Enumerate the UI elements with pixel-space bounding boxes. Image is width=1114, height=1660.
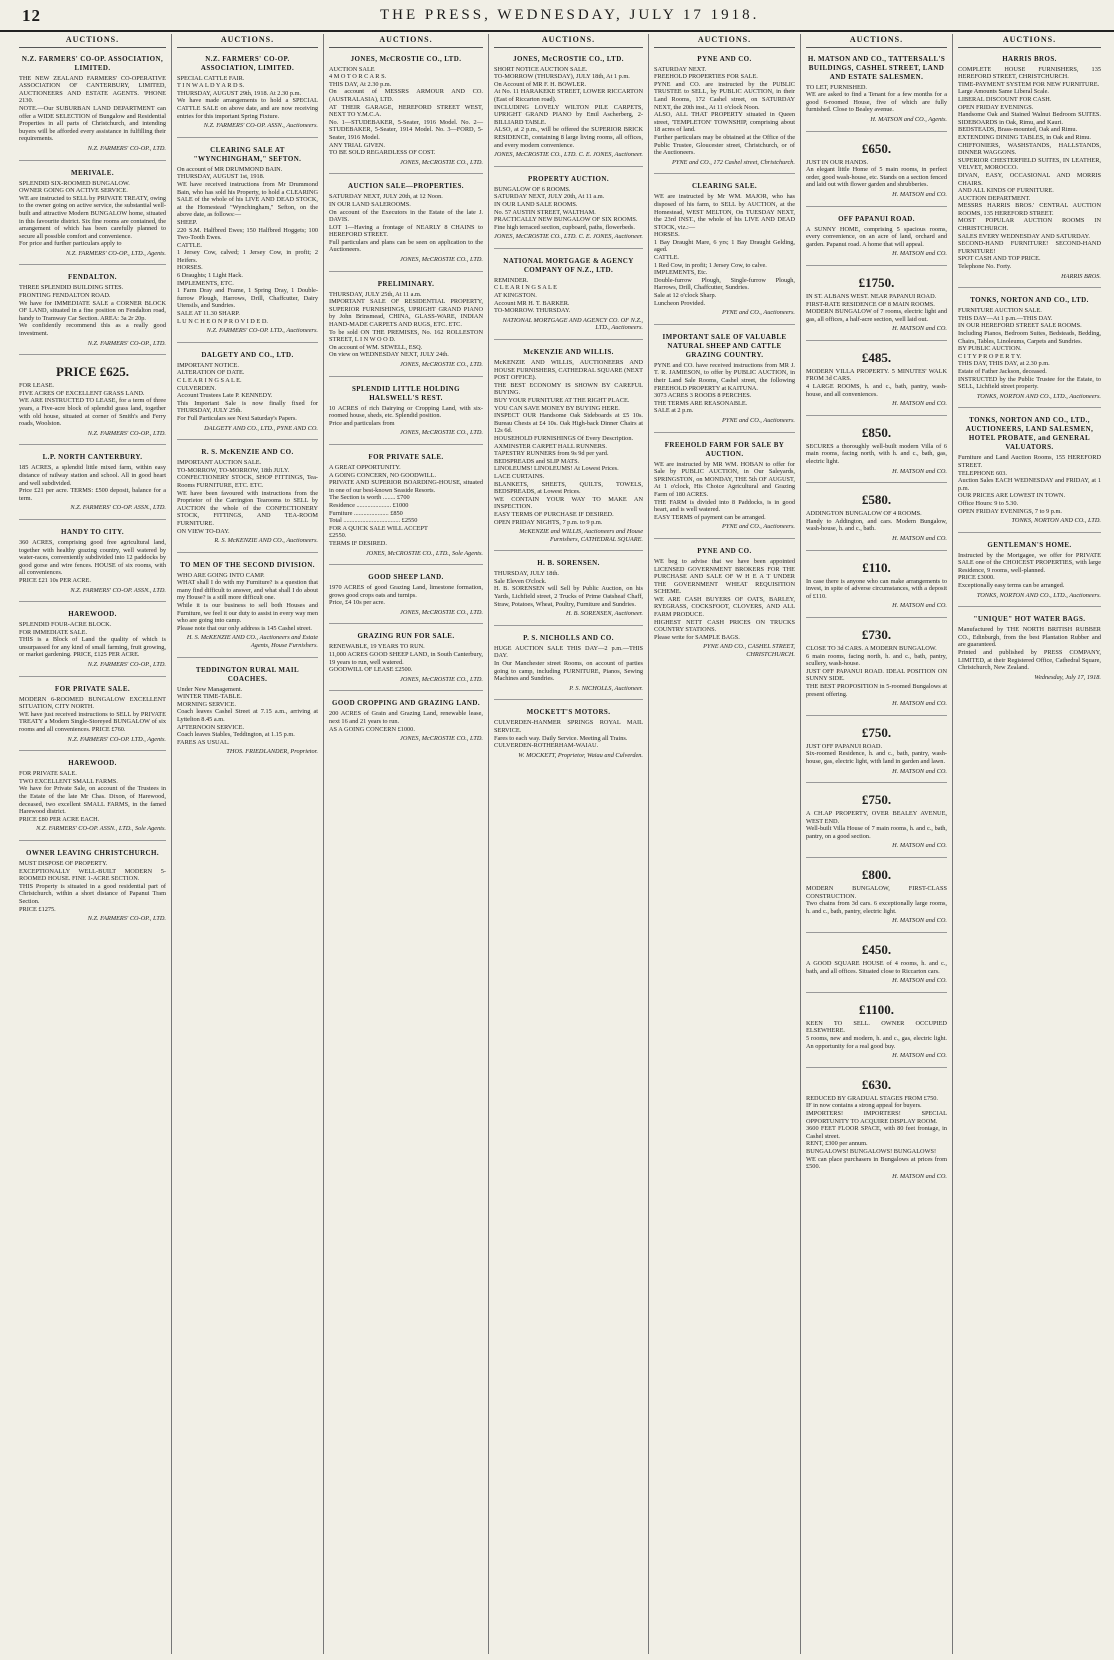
ad-body: THREE SPLENDID BUILDING SITES. FRONTING FENDALTON ROAD. We have for IMMEDIATE SALE a CORNER BLOCK OF LAND, situated in a fine position on Fendalton road, handy to Tramway Car Section. AREA: 3a 2r 20p. We confidently recommend this as a really good investment. bbox=[19, 284, 166, 338]
ad-body: KEEN TO SELL. OWNER OCCUPIED ELSEWHERE. 5 rooms, new and modern, h. and c., gas, electric light. An opportunity for a real good buy. bbox=[806, 1019, 947, 1050]
ad-signature: PYNE AND CO., CASHEL STREET, CHRISTCHURCH. bbox=[703, 643, 795, 659]
ad-body: On account of MR DRUMMOND BAIN. THURSDAY, AUGUST 1st, 1918. WE have received instructions from Mr Drummond Bain, who has sold his Property, to hold a CLEARING SALE of the whole of his LIVE AND DEAD STOCK, at the Homestead "Wynchingham," Sefton, on the above date, as follows:— SHEEP. 220 S.M. Halfbred Ewes; 150 Halfbred Hoggets; 100 Two-Tooth Ewes. CATTLE. 1 Jersey Cow, calved; 1 Jersey Cow, in profit; 2 Heifers. HORSES. 6 Draughts; 1 Light Hack. IMPLEMENTS, ETC. 1 Farm Dray and Frame, 1 Spring Dray, 1 Double-furrow Plough, Harrows, Drill, Chaffcutter, Dairy Utensils, and Sundries. SALE AT 11.30 SHARP. L U N C H E O N P R O V I D E D. bbox=[177, 165, 318, 325]
classified-ad bbox=[806, 345, 947, 416]
ad-heading: PYNE AND CO. bbox=[697, 54, 752, 63]
classified-ad bbox=[177, 51, 318, 138]
classified-ad bbox=[19, 449, 166, 520]
ad-signature: N.Z. FARMERS' CO-OP., LTD., Agents. bbox=[65, 249, 166, 257]
ad-signature: H. MATSON and CO. bbox=[892, 1172, 947, 1180]
ad-heading: TONKS, NORTON AND CO., LTD. bbox=[970, 296, 1089, 305]
ad-signature: H. MATSON and CO. bbox=[892, 767, 947, 775]
ad-signature: JONES, McCROSTIE CO., LTD. C. E. JONES, Auctioneer. bbox=[494, 233, 643, 241]
classified-ad bbox=[958, 611, 1101, 688]
ad-body: RENEWABLE, 19 YEARS TO RUN. 11,000 ACRES GOOD SHEEP LAND, in South Canterbury, 19 years to run, well watered. GOODWILL OF LEASE £2500. bbox=[329, 643, 483, 674]
column-heading: AUCTIONS. bbox=[958, 34, 1101, 48]
ad-body: REDUCED BY GRADUAL STAGES FROM £750. IF in now contains a strong appeal for buyers. IMPORTERS! IMPORTERS! SPECIAL OPPORTUNITY TO ACQUIRE DISPLAY ROOM. 3600 FEET FLOOR SPACE, with 80 feet frontage, in Cashel street. RENT, £300 per annum. BUNGALOWS! BUNGALOWS! BUNGALOWS! WE can place purchasers in Bungalows at prices from £500. bbox=[806, 1094, 947, 1171]
ad-signature: PYNE and CO., Auctioneers. bbox=[722, 523, 795, 531]
classified-ad bbox=[329, 569, 483, 624]
ad-heading: N.Z. FARMERS' CO-OP. ASSOCIATION, LIMITED. bbox=[200, 54, 295, 72]
ad-body: REMINDER. C L E A R I N G S A L E AT KINGSTON. Account MR H. T. BARKER. TO-MORROW. THURSDAY. bbox=[494, 276, 571, 315]
auction-column-6 bbox=[801, 34, 953, 1654]
ad-signature: JONES, McCROSTIE CO., LTD. bbox=[400, 256, 483, 264]
ad-signature: P. S. NICHOLLS, Auctioneer. bbox=[569, 684, 643, 692]
ad-signature: N.Z. FARMERS' CO-OP. LTD., Auctioneers. bbox=[206, 327, 318, 335]
ad-price: £730. bbox=[861, 626, 892, 642]
ad-body: A CH.AP PROPERTY, OVER BEALEY AVENUE, WEST END. Well-built Villa House of 7 main rooms, h. and c., bath, pantry, on a good section. bbox=[806, 810, 947, 840]
classified-ad bbox=[494, 171, 643, 249]
classified-ad bbox=[806, 622, 947, 716]
classified-ad bbox=[494, 253, 643, 340]
ad-body: SATURDAY NEXT. FREEHOLD PROPERTIES FOR SALE. PYNE and CO. are instructed by the PUBLIC TRUSTEE to SELL, by PUBLIC AUCTION, in their Land Rooms, 172 Cashel street, on SATURDAY NEXT, the 20th inst., At 11 o'clock Noon. ALSO, ALL THAT PROPERTY situated in Queen street, 'TEMPLETON' TOWNSHIP, comprising about 18 acres of land. Further particulars may be obtained at the Office of the Public Trustee, Gloucester street, Christchurch, or of the Auctioneers. bbox=[654, 65, 795, 157]
ad-signature: N.Z. FARMERS' CO-OP. ASSN., LTD. bbox=[70, 586, 166, 594]
ad-heading: FOR PRIVATE SALE. bbox=[54, 684, 131, 693]
ad-signature: N.Z. FARMERS' CO-OP., LTD. bbox=[87, 661, 166, 669]
ad-heading: TO MEN OF THE SECOND DIVISION. bbox=[180, 560, 315, 569]
ad-signature: JONES, McCROSTIE CO., LTD. bbox=[400, 735, 483, 743]
ad-body: WE are instructed by Mr WM. MAJOR, who has disposed of his farm, to SELL by AUCTION, at the Homestead, WEST MELTON, On TUESDAY NEXT, the 23rd INST., the whole of his LIVE AND DEAD STOCK, viz.:— HORSES. 1 Bay Draught Mare, 6 yrs; 1 Bay Draught Gelding, aged. CATTLE. 1 Red Cow, in profit; 1 Jersey Cow, to calve. IMPLEMENTS, Etc. Double-furrow Plough, Single-furrow Plough, Harrows, Drill, Chaffcutter, Sundries. Sale at 12 o'clock Sharp. Luncheon Provided. bbox=[654, 193, 795, 307]
ad-signature: N.Z. FARMERS' CO-OP. ASSN., LTD., Sole Agents. bbox=[36, 825, 166, 833]
ad-signature: H. MATSON and CO. bbox=[892, 700, 947, 708]
ad-signature: JONES, McCROSTIE CO., LTD. bbox=[400, 361, 483, 368]
ad-body: AUCTION SALE 4 M O T O R C A R S. THIS DAY, At 2.30 p.m. On account of MESSRS ARMOUR AND CO. (AUSTRALASIA), LTD. AT THEIR GARAGE, HEREFORD STREET WEST, NEXT TO Y.M.C.A. No. 1—STUDEBAKER, 5-Seater, 1916 Model. No. 2—STUDEBAKER, 5-Seater, 1914 Model. No. 3—FORD, 5-Seater, 1916 Model. ANY TRIAL GIVEN. TO BE SOLD REGARDLESS OF COST. bbox=[329, 65, 483, 157]
ad-signature: H. MATSON and CO. bbox=[892, 917, 947, 925]
ad-body: THURSDAY, JULY 25th, At 11 a.m. IMPORTANT SALE OF RESIDENTIAL PROPERTY, SUPERIOR FURNISHINGS, UPRIGHT GRAND PIANO by John Brinsmead, CHINA, GLASS-WARE, INDIAN HAND-MADE CARPETS AND RUGS, ETC. ETC. To be sold ON THE PREMISES, No. 162 ROLLESTON STREET, L I N W O O D. On account of WM. SEWELL, ESQ. On view on WEDNESDAY NEXT, JULY 24th. bbox=[329, 290, 483, 359]
classified-ad bbox=[19, 524, 166, 602]
ad-price: £630. bbox=[861, 1076, 892, 1092]
ad-signature: H. B. SORENSEN, Auctioneer. bbox=[565, 610, 643, 618]
ad-signature: N.Z. FARMERS' CO-OP. ASSN., LTD. bbox=[70, 504, 166, 512]
ad-signature: N.Z. FARMERS' CO-OP., LTD. bbox=[87, 429, 166, 437]
ad-signature: N.Z. FARMERS' CO-OP., LTD. bbox=[87, 144, 166, 152]
ad-body: SPECIAL CATTLE FAIR. T I N W A L D Y A R D S. THURSDAY, AUGUST 29th, 1918. At 2.30 p.m. We have made arrangements to hold a SPECIAL CATTLE SALE on above date, and are now receiving entries for this important Spring Fixture. bbox=[177, 74, 318, 120]
advertisement-columns bbox=[14, 34, 1106, 1654]
ad-body: McKENZIE AND WILLIS, AUCTIONEERS AND HOUSE FURNISHERS, CATHEDRAL SQUARE (NEXT POST OFFICE). THE BEST ECONOMY IS SHOWN BY CAREFUL BUYING. BUY YOUR FURNITURE AT THE RIGHT PLACE. YOU CAN SAVE MONEY BY BUYING HERE. INSPECT OUR Handsome Oak Sideboards at £5 10s. Bureau Chests at £4 10s. Oak High-back Dinner Chairs at 12s 6d. HOUSEHOLD FURNISHINGS Of Every Description. AXMINSTER CARPET HALL RUNNERS. TAPESTRY RUNNERS from 9s 9d per yard. BEDSPREADS and SLIP MATS. LINOLEUMS! LINOLEUMS! At Lowest Prices. LACE CURTAINS. BLANKETS, SHEETS, QUILTS, TOWELS, BEDSPREADS, at Lowest Prices. WE CONTAIN YOUR WAY TO MAKE AN INSPECTION. EASY TERMS OF PURCHASE IF DESIRED. OPEN FRIDAY NIGHTS, 7 p.m. to 9 p.m. bbox=[494, 359, 643, 526]
auction-column-5 bbox=[649, 34, 801, 1654]
ad-body: A GOOD SQUARE HOUSE of 4 rooms, h. and c., bath, and all offices. Situated close to Riccarton cars. bbox=[806, 960, 947, 975]
ad-heading: P. S. NICHOLLS AND CO. bbox=[523, 633, 614, 642]
ad-body: THE NEW ZEALAND FARMERS' CO-OPERATIVE ASSOCIATION OF CANTERBURY, LIMITED, AUCTIONEERS AND ESTATE AGENTS. 'PHONE 2130. NOTE.—Our SUBURBAN LAND DEPARTMENT can offer a WIDE SELECTION of Bungalow and Residential Properties in all parts of Christchurch, and intending buyers will be afforded every assistance in fulfilling their requirements. bbox=[19, 74, 166, 143]
ad-body: 200 ACRES of Grain and Grazing Land, renewable lease, next 16 and 21 years to run. AS A GOING CONCERN £1000. bbox=[329, 710, 483, 733]
ad-body: Manufactured by THE NORTH BRITISH RUBBER CO., Edinburgh, from the best Plantation Rubber and are guaranteed. Printed and published by PRESS COMPANY, LIMITED, at their Registered Office, Cathedral Square, Christchurch, New Zealand. bbox=[958, 626, 1101, 672]
ad-signature: TONKS, NORTON AND CO., LTD., Auctioneers. bbox=[976, 392, 1101, 400]
ad-price: £850. bbox=[861, 424, 892, 440]
ad-body: 10 ACRES of rich Dairying or Cropping Land, with six-roomed house, sheds, etc. Splendid position. Price and particulars from bbox=[329, 404, 483, 427]
ad-body: JUST OFF PAPANUI ROAD. Six-roomed Residence, h. and c., bath, pantry, wash-house, gas, electric light, with land in garden and lawn. bbox=[806, 742, 947, 765]
ad-body: IMPORTANT NOTICE. ALTERATION OF DATE. C L E A R I N G S A L E. CULVERDEN. Account Trustees Late P. KENNEDY. This Important Sale is now finally fixed for THURSDAY, JULY 25th. For Full Particulars see Next Saturday's Papers. bbox=[177, 361, 318, 422]
classified-ad bbox=[958, 292, 1101, 408]
ad-body: CLOSE TO 3d CARS. A MODERN BUNGALOW. 6 main rooms, facing north, h. and c., bath, pantry, scullery, wash-house. JUST OFF PAPANUI ROAD. IDEAL POSITION ON SUNNY SIDE. THE BEST PROPOSITION in 5-roomed Bungalows at present offering. bbox=[806, 644, 947, 698]
ad-heading: GENTLEMAN'S HOME. bbox=[987, 540, 1072, 549]
ad-body: Furniture and Land Auction Rooms, 155 HEREFORD STREET. TELEPHONE 603. Auction Sales EACH WEDNESDAY and FRIDAY, at 1 p.m. OUR PRICES ARE LOWEST IN TOWN. Office Hours: 9 to 5.30. OPEN FRIDAY EVENINGS, 7 to 9 p.m. bbox=[958, 454, 1101, 515]
ad-price: £750. bbox=[861, 724, 892, 740]
ad-signature: N.Z. FARMERS' CO-OP., LTD. bbox=[87, 915, 166, 923]
ad-signature: H. MATSON and CO. bbox=[892, 602, 947, 610]
ad-heading: IMPORTANT SALE OF VALUABLE NATURAL SHEEP AND CATTLE GRAZING COUNTRY. bbox=[662, 332, 787, 359]
classified-ad bbox=[19, 51, 166, 161]
ad-body: THURSDAY, JULY 18th. Sale Eleven O'clock. H. B. SORENSEN will Sell by Public Auction, on his Yards, Lichfield street, 2 Trucks of Prime Oatsheaf Chaff, Straw, Potatoes, Wheat, Poultry, Furniture and Sundries. bbox=[494, 570, 643, 608]
ad-heading: JONES, McCROSTIE CO., LTD. bbox=[513, 54, 624, 63]
ad-heading: PROPERTY AUCTION. bbox=[528, 174, 609, 183]
ad-heading: PRELIMINARY. bbox=[377, 279, 435, 288]
classified-ad bbox=[329, 51, 483, 175]
ad-body: Instructed by the Mortgagee, we offer for PRIVATE SALE one of the CHOICEST PROPERTIES, with large Residence, 9 rooms, well-planned. PRICE £3000. Exceptionally easy terms can be arranged. bbox=[958, 551, 1101, 590]
ad-signature: DALGETY AND CO., LTD., PYNE AND CO. bbox=[204, 424, 318, 432]
classified-ad bbox=[19, 755, 166, 841]
ad-body: Under New Management. WINTER TIME-TABLE. MORNING SERVICE. Coach leaves Cashel Street at 7.15 a.m., arriving at Lyttelton 8.45 a.m. AFTERNOON SERVICE. Coach leaves Stables, Teddington, at 1.15 p.m. FARES AS USUAL. bbox=[177, 685, 318, 746]
ad-signature: Wednesday, July 17, 1918. bbox=[1034, 673, 1101, 681]
classified-ad bbox=[806, 270, 947, 341]
classified-ad bbox=[19, 165, 166, 266]
classified-ad bbox=[177, 444, 318, 553]
ad-price: PRICE £625. bbox=[56, 364, 129, 380]
classified-ad bbox=[958, 51, 1101, 289]
ad-body: HUGE AUCTION SALE THIS DAY—2 p.m.—THIS DAY. In Our Manchester street Rooms, on account of parties going to camp, including FURNITURE, Pianos, Sewing Machines and Sundries. bbox=[494, 644, 643, 683]
column-heading: AUCTIONS. bbox=[806, 34, 947, 48]
ad-signature: PYNE and CO., Auctioneers. bbox=[722, 309, 795, 317]
classified-ad bbox=[806, 937, 947, 993]
column-heading: AUCTIONS. bbox=[654, 34, 795, 48]
classified-ad bbox=[806, 555, 947, 618]
ad-price: £485. bbox=[861, 349, 892, 365]
ad-body: IN ST. ALBANS WEST. NEAR PAPANUI ROAD. FIRST-RATE RESIDENCE OF 8 MAIN ROOMS. MODERN BUNGALOW of 7 rooms, electric light and gas, all offices, a half-acre section, well laid out. bbox=[806, 292, 947, 323]
ad-heading: AUCTION SALE—PROPERTIES. bbox=[348, 182, 464, 191]
ad-body: MODERN BUNGALOW, FIRST-CLASS CONSTRUCTION. Two chains from 3d cars. 6 exceptionally large rooms, h. and c., bath, pantry, electric light. bbox=[806, 885, 947, 915]
ad-heading: OWNER LEAVING CHRISTCHURCH. bbox=[26, 848, 159, 857]
ad-body: A GREAT OPPORTUNITY. A GOING CONCERN, NO GOODWILL. PRIVATE AND SUPERIOR BOARDING-HOUSE, situated in one of our best-known Seaside Resorts. The Section is worth ........ £700 Residence ...................... £1000 Furniture ...................... £850 Total .................................... £2550 FOR A QUICK SALE WILL ACCEPT £2550. TERMS IF DESIRED. bbox=[329, 463, 483, 547]
classified-ad bbox=[654, 178, 795, 325]
ad-signature: H. MATSON and CO., Agents. bbox=[870, 115, 947, 123]
classified-ad bbox=[958, 412, 1101, 532]
ad-signature: H. MATSON and CO. bbox=[892, 1052, 947, 1060]
column-heading: AUCTIONS. bbox=[494, 34, 643, 48]
ad-heading: OFF PAPANUI ROAD. bbox=[838, 214, 915, 223]
ad-body: MUST DISPOSE OF PROPERTY. EXCEPTIONALLY WELL-BUILT MODERN 5-ROOMED HOUSE. FINE 1-ACRE SECTION. THIS Property is situated in a good residential part of Christchurch, within a short distance of Papanui Tram Section. PRICE £1275. bbox=[19, 859, 166, 913]
page-number: 12 bbox=[22, 6, 41, 25]
ad-price: £650. bbox=[861, 140, 892, 156]
classified-ad bbox=[19, 359, 166, 445]
ad-heading: HAREWOOD. bbox=[68, 610, 117, 619]
newspaper-title: THE PRESS, WEDNESDAY, JULY 17 1918. bbox=[380, 7, 760, 23]
masthead bbox=[0, 0, 1114, 32]
ad-price: £750. bbox=[861, 792, 892, 808]
ad-body: SATURDAY NEXT, JULY 20th, at 12 Noon. IN OUR LAND SALEROOMS. On account of the Executors in the Estate of the late J. DAVIS. LOT 1—Having a frontage of NEARLY 8 CHAINS to HEREFORD STREET. Full particulars and plans can be seen on application to the Auctioneers. bbox=[329, 193, 483, 254]
classified-ad bbox=[19, 606, 166, 677]
ad-body: COMPLETE HOUSE FURNISHERS, 135 HEREFORD STREET, CHRISTCHURCH. TIME-PAYMENT SYSTEM FOR NEW FURNITURE. Large Amounts Same Liberal Scale. LIBERAL DISCOUNT FOR CASH. OPEN FRIDAY EVENINGS. Handsome Oak and Stained Walnut Bedroom SUITES. SIDEBOARDS in Oak, Rimu, and Kauri. BEDSTEADS, Brass-mounted, Oak and Rimu. EXTENDING DINING TABLES, in Oak and Rimu. CHIFFONIERS, WASHSTANDS, HALLSTANDS, DINNER WAGGONS. SUPERIOR CHESTERFIELD SUITES, IN LEATHER, VELVET, MOROCCO. DIVAN, EASY, OCCASIONAL AND MORRIS CHAIRS. AND ALL KINDS OF FURNITURE. AUCTION DEPARTMENT. MESSRS HARRIS BROS.' CENTRAL AUCTION ROOMS, 135 HEREFORD STREET. MOST POPULAR AUCTION ROOMS IN CHRISTCHURCH. SALES EVERY WEDNESDAY AND SATURDAY. SECOND-HAND FURNITURE! SECOND-HAND FURNITURE! SPOT CASH AND TOP PRICE. Telephone No. Forty. bbox=[958, 65, 1101, 271]
column-heading: AUCTIONS. bbox=[19, 34, 166, 48]
classified-ad bbox=[494, 630, 643, 701]
classified-ad bbox=[806, 997, 947, 1068]
ad-body: ADDINGTON BUNGALOW OF 4 ROOMS. Handy to Addington, and cars. Modern Bungalow, wash-house, h. and c., bath. bbox=[806, 510, 947, 533]
ad-signature: N.Z. FARMERS' CO-OP., LTD. bbox=[87, 339, 166, 347]
classified-ad bbox=[19, 845, 166, 930]
classified-ad bbox=[806, 420, 947, 483]
auction-column-3 bbox=[324, 34, 489, 1654]
column-heading: AUCTIONS. bbox=[329, 34, 483, 48]
classified-ad bbox=[329, 276, 483, 377]
ad-signature: H. MATSON and CO. bbox=[892, 535, 947, 542]
auction-column-7 bbox=[953, 34, 1106, 1654]
ad-price: £450. bbox=[861, 942, 892, 958]
ad-heading: TONKS, NORTON AND CO., LTD., AUCTIONEERS, LAND SALESMEN, HOTEL PROBATE, and GENERAL VALUATORS. bbox=[965, 416, 1094, 452]
ad-signature: H. MATSON and CO. bbox=[892, 190, 947, 198]
ad-signature: NATIONAL MORTGAGE AND AGENCY CO. OF N.Z., LTD., Auctioneers. bbox=[502, 316, 643, 332]
ad-signature: H. MATSON and CO. bbox=[892, 325, 947, 333]
classified-ad bbox=[19, 681, 166, 752]
classified-ad bbox=[177, 142, 318, 343]
ad-heading: CLEARING SALE AT "WYNCHINGHAM," SEFTON. bbox=[193, 145, 302, 163]
ad-signature: TONKS, NORTON AND CO., LTD., Auctioneers. bbox=[976, 591, 1101, 599]
auction-column-1 bbox=[14, 34, 172, 1654]
ad-signature: H. MATSON and CO. bbox=[892, 467, 947, 475]
ad-signature: JONES, McCROSTIE CO., LTD. bbox=[400, 608, 483, 616]
ad-body: SPLENDID FOUR-ACRE BLOCK. FOR IMMEDIATE SALE. THIS is a Block of Land the quality of which is unsurpassed for any kind of small farming, fruit growing, or market gardening. PRICE, £125 PER ACRE. bbox=[19, 621, 166, 659]
classified-ad bbox=[654, 329, 795, 433]
classified-ad bbox=[329, 449, 483, 565]
ad-body: IMPORTANT AUCTION SALE. TO-MORROW, TO-MORROW, 18th JULY. CONFECTIONERY STOCK, SHOP FITTINGS, Tea-Rooms FURNITURE, ETC. ETC. WE have been favoured with instructions from the Proprietor of the Carrington Tearooms to SELL by AUCTION the whole of the CONFECTIONERY STOCK, FITTINGS, AND TEA-ROOM FURNITURE. ON VIEW TO-DAY. bbox=[177, 459, 318, 535]
ad-heading: H. MATSON AND CO., TATTERSALL'S BUILDINGS, CASHEL STREET, LAND AND ESTATE SALESMEN. bbox=[807, 54, 946, 81]
ad-signature: W. MOCKETT, Proprietor, Waiau and Culverden. bbox=[518, 751, 643, 759]
ad-signature: H. MATSON and CO. bbox=[892, 842, 947, 850]
classified-ad bbox=[329, 628, 483, 691]
ad-signature: JONES, McCROSTIE CO., LTD. bbox=[400, 429, 483, 437]
ad-signature: N.Z. FARMERS' CO-OP. ASSN., Auctioneers. bbox=[203, 122, 318, 130]
ad-price: £1750. bbox=[858, 274, 895, 290]
ad-signature: N.Z. FARMERS' CO-OP. LTD., Agents. bbox=[67, 735, 166, 743]
ad-body: PYNE and CO. have received instructions from MR J. T. R. JAMIESON, to offer by PUBLIC AUCTION, in their Land Sale Rooms, Cashel street, the following FREEHOLD PROPERTY at KAITUNA. 3073 ACRES 3 ROODS 8 PERCHES. THE TERMS ARE REASONABLE. SALE at 2 p.m. bbox=[654, 361, 795, 415]
column-heading: AUCTIONS. bbox=[177, 34, 318, 48]
ad-heading: CLEARING SALE. bbox=[691, 182, 758, 191]
ad-body: SPLENDID SIX-ROOMED BUNGALOW. OWNER GOING ON ACTIVE SERVICE. WE are instructed to SELL by PRIVATE TREATY, owing to the owner going on active service, the substantial well-built and attractive Modern BUNGALOW home, situated in this favourite district. Six fine rooms are contained, the arrangement of which has been carefully planned to secure all possible comfort and convenience. For price and further particulars apply to bbox=[19, 179, 166, 248]
ad-heading: SPLENDID LITTLE HOLDING HALSWELL'S REST. bbox=[351, 384, 460, 402]
ad-heading: GRAZING RUN FOR SALE. bbox=[357, 632, 455, 641]
classified-ad bbox=[329, 178, 483, 271]
ad-heading: DALGETY AND CO., LTD. bbox=[201, 350, 294, 359]
ad-signature: H. S. McKENZIE AND CO., Auctioneers and Estate Agents, House Furnishers. bbox=[186, 634, 318, 650]
classified-ad bbox=[654, 437, 795, 539]
ad-body: 185 ACRES, a splendid little mixed farm, within easy distance of railway station and school. All in good heart and well subdivided. Price £21 per acre. TERMS: £500 deposit, balance for a term. bbox=[19, 464, 166, 502]
ad-signature: H. MATSON and CO. bbox=[892, 400, 947, 408]
ad-body: CULVERDEN-HANMER SPRINGS ROYAL MAIL SERVICE. Fares to each way. Daily Service. Meeting all Trains. CULVERDEN-ROTHERHAM-WAIAU. bbox=[494, 719, 643, 750]
ad-price: £1100. bbox=[858, 1001, 895, 1017]
classified-ad bbox=[329, 381, 483, 445]
ad-heading: PYNE AND CO. bbox=[697, 546, 752, 555]
ad-heading: GOOD SHEEP LAND. bbox=[368, 573, 444, 582]
ad-heading: FENDALTON. bbox=[68, 273, 117, 282]
ad-body: WE beg to advise that we have been appointed LICENSED GOVERNMENT BROKERS FOR THE PURCHASE AND SALE OF W H E A T UNDER THE GOVERNMENT WHEAT REQUISITION SCHEME. WE ARE CASH BUYERS OF OATS, BARLEY, RYEGRASS, COCKSFOOT, CLOVERS, AND ALL FARM PRODUCE. HIGHEST NETT CASH PRICES ON TRUCKS COUNTRY STATIONS. Please write for SAMPLE BAGS. bbox=[654, 557, 795, 641]
ad-body: BUNGALOW OF 6 ROOMS. SATURDAY NEXT, JULY 20th, At 11 a.m. IN OUR LAND SALE ROOMS. No. 57 AUSTIN STREET, WALTHAM. PRACTICALLY NEW BUNGALOW OF SIX ROOMS. Fine high terraced section, cupboard, paths, flowerbeds. bbox=[494, 185, 638, 231]
ad-body: FURNITURE AUCTION SALE. THIS DAY—At 1 p.m.—THIS DAY. IN OUR HEREFORD STREET SALE ROOMS. Including Pianos, Bedroom Suites, Bedsteads, Bedding, Chairs, Tables, Linoleums, Carpets and Sundries. BY PUBLIC AUCTION. C I T Y P R O P E R T Y. THIS DAY, THIS DAY, at 2.30 p.m. Estate of Father Jackson, deceased. INSTRUCTED by the Public Trustee for the Estate, to SELL, Lichfield street property. bbox=[958, 307, 1101, 391]
classified-ad bbox=[654, 543, 795, 666]
ad-signature: JONES, McCROSTIE CO., LTD. bbox=[400, 675, 483, 683]
ad-heading: R. S. McKENZIE AND CO. bbox=[201, 448, 294, 457]
ad-body: WE are instructed by MR WM. HOBAN to offer for Sale by PUBLIC AUCTION, in Our Saleyards, SPRINGSTON, on MONDAY, THE 5th OF AUGUST, At 1 o'clock, His Choice Agricultural and Grazing Farm of 180 ACRES. THE FARM is divided into 8 Paddocks, is in good heart, and is well watered. EASY TERMS of payment can be arranged. bbox=[654, 460, 795, 521]
ad-signature: JONES, McCROSTIE CO., LTD. bbox=[400, 158, 483, 166]
ad-heading: L.P. NORTH CANTERBURY. bbox=[42, 453, 143, 462]
ad-body: A SUNNY HOME, comprising 5 spacious rooms, every convenience, on an acre of land, orchard and garden. Papanui road. A home that will appeal. bbox=[806, 225, 947, 248]
ad-signature: PYNE and CO., Auctioneers. bbox=[722, 416, 795, 424]
classified-ad bbox=[329, 695, 483, 749]
classified-ad bbox=[494, 51, 643, 167]
classified-ad bbox=[494, 344, 643, 551]
ad-signature: HARRIS BROS. bbox=[1061, 272, 1101, 280]
classified-ad bbox=[806, 720, 947, 783]
ad-heading: NATIONAL MORTGAGE & AGENCY COMPANY OF N.Z., LTD. bbox=[503, 256, 634, 274]
classified-ad bbox=[806, 487, 947, 550]
classified-ad bbox=[806, 211, 947, 266]
ad-price: £800. bbox=[861, 867, 892, 883]
classified-ad bbox=[806, 1072, 947, 1188]
ad-heading: N.Z. FARMERS' CO-OP. ASSOCIATION, LIMITED. bbox=[21, 54, 164, 72]
ad-signature: H. MATSON and CO. bbox=[892, 250, 947, 258]
ad-signature: TONKS, NORTON AND CO., LTD. bbox=[1011, 517, 1101, 525]
ad-heading: HARRIS BROS. bbox=[1002, 54, 1057, 63]
ad-heading: McKENZIE AND WILLIS. bbox=[523, 348, 614, 357]
ad-body: WHO ARE GOING INTO CAMP. WHAT shall I do with my Furniture? is a question that many find difficult to answer, and what shall I do about my House? is a still more difficult one. While it is our business to sell both Houses and Furniture, we feel it our duty to assist in every way men who are going into camp. Please note that our only address is 145 Cashel street. bbox=[177, 571, 318, 632]
ad-heading: HANDY TO CITY. bbox=[61, 527, 124, 536]
classified-ad bbox=[494, 555, 643, 626]
ad-body: SECURES a thoroughly well-built modern Villa of 6 main rooms, facing north, with h. and c., bath, gas, electric light. bbox=[806, 442, 947, 466]
ad-body: In case there is anyone who can make arrangements to invest, in spite of adverse circumstances, with a deposit of £110. bbox=[806, 577, 947, 600]
ad-body: MODERN VILLA PROPERTY. 5 MINUTES' WALK FROM 3d CARS. 4 LARGE ROOMS, h. and c., bath, pantry, wash-house, and all conveniences. bbox=[806, 367, 947, 398]
ad-signature: JONES, McCROSTIE CO., LTD., Sole Agents. bbox=[365, 549, 483, 557]
ad-heading: JONES, McCROSTIE CO., LTD. bbox=[350, 54, 462, 63]
ad-body: MODERN 6-ROOMED BUNGALOW EXCELLENT SITUATION, CITY NORTH. WE have just received instructions to SELL by PRIVATE TREATY a Modern Single-Storeyed BUNGALOW of six rooms and all conveniences. PRICE £760. bbox=[19, 695, 166, 734]
ad-heading: GOOD CROPPING AND GRAZING LAND. bbox=[332, 699, 480, 708]
classified-ad bbox=[177, 662, 318, 763]
classified-ad bbox=[177, 557, 318, 658]
classified-ad bbox=[806, 51, 947, 132]
ad-signature: JONES, McCROSTIE CO., LTD. C. E. JONES, Auctioneer. bbox=[494, 151, 643, 159]
ad-price: £110. bbox=[862, 559, 891, 575]
ad-body: FOR PRIVATE SALE. TWO EXCELLENT SMALL FARMS. We have for Private Sale, on account of the Trustees in the Estate of the late Mr Chas. Dixon, of Harewood, deceased, two excellent SMALL FARMS, in the famed Harewood district. PRICE £80 PER ACRE EACH. bbox=[19, 770, 166, 823]
ad-signature: H. MATSON and CO. bbox=[892, 977, 947, 985]
auction-column-2 bbox=[172, 34, 324, 1654]
ad-signature: McKENZIE and WILLIS, Auctioneers and House Furnishers, CATHEDRAL SQUARE. bbox=[519, 528, 643, 543]
ad-heading: "UNIQUE" HOT WATER BAGS. bbox=[973, 615, 1086, 624]
ad-heading: HAREWOOD. bbox=[68, 759, 117, 768]
ad-body: TO LET, FURNISHED. WE are asked to find a Tenant for a few months for a good 6-roomed House, five of which are fully furnished. Close to Bealey avenue. bbox=[806, 83, 947, 114]
ad-heading: FOR PRIVATE SALE. bbox=[368, 452, 444, 461]
ad-body: 1970 ACRES of good Grazing Land, limestone formation, grows good crops oats and turnips. Price, £4 10s per acre. bbox=[329, 584, 483, 607]
ad-heading: TEDDINGTON RURAL MAIL COACHES. bbox=[195, 665, 300, 683]
classified-ad bbox=[806, 136, 947, 207]
ad-body: FOR LEASE. FIVE ACRES OF EXCELLENT GRASS LAND. WE ARE INSTRUCTED TO LEASE, for a term of three years, a Five-acre block of splendid grass land, together with old house, situated at corner of Smith's and Ferry roads, Woolston. bbox=[19, 382, 166, 428]
classified-ad bbox=[19, 269, 166, 355]
auction-column-4 bbox=[489, 34, 649, 1654]
ad-body: SHORT NOTICE AUCTION SALE. TO-MORROW (THURSDAY), JULY 18th, At 1 p.m. On Account of MR F. H. BOWLER. At No. 11 HARAKEKE STREET, LOWER RICCARTON (East of Riccarton road). INCLUDING LOVELY WILTON PILE CARPETS, UPRIGHT GRAND PIANO by Emil Ascherberg, 2-BILLIARD TABLE. ALSO, at 2 p.m., will be offered the SUPERIOR BRICK RESIDENCE, containing 8 large living rooms, all offices, and every modern convenience. bbox=[494, 65, 643, 149]
ad-signature: PYNE and CO., 172 Cashel street, Christchurch. bbox=[671, 158, 795, 166]
classified-ad bbox=[806, 862, 947, 933]
classified-ad bbox=[958, 537, 1101, 608]
classified-ad bbox=[806, 787, 947, 858]
ad-body: 360 ACRES, comprising good free agricultural land, together with healthy grazing country, well watered by water-races, conveniently subdivided into 12 paddocks by good gorse and wire fences. HOUSE of six rooms, with all conveniences. PRICE £21 10s PER ACRE. bbox=[19, 538, 166, 584]
ad-signature: R. S. McKENZIE AND CO., Auctioneers. bbox=[214, 537, 318, 545]
classified-ad bbox=[177, 347, 318, 440]
classified-ad bbox=[654, 51, 795, 175]
ad-heading: MERIVALE. bbox=[71, 168, 114, 177]
ad-heading: H. B. SORENSEN. bbox=[537, 559, 600, 568]
classified-ad bbox=[494, 704, 643, 766]
ad-heading: MOCKETT'S MOTORS. bbox=[526, 708, 611, 717]
ad-price: £580. bbox=[861, 492, 892, 508]
ad-body: JUST IN OUR HANDS. An elegant little Home of 5 main rooms, in perfect order, good wash-house, etc. Stands on a section fenced and laid out with flower garden and shrubberies. bbox=[806, 158, 947, 189]
ad-heading: FREEHOLD FARM FOR SALE BY AUCTION. bbox=[664, 440, 785, 458]
ad-signature: THOS. FRIEDLANDER, Proprietor. bbox=[226, 748, 318, 756]
